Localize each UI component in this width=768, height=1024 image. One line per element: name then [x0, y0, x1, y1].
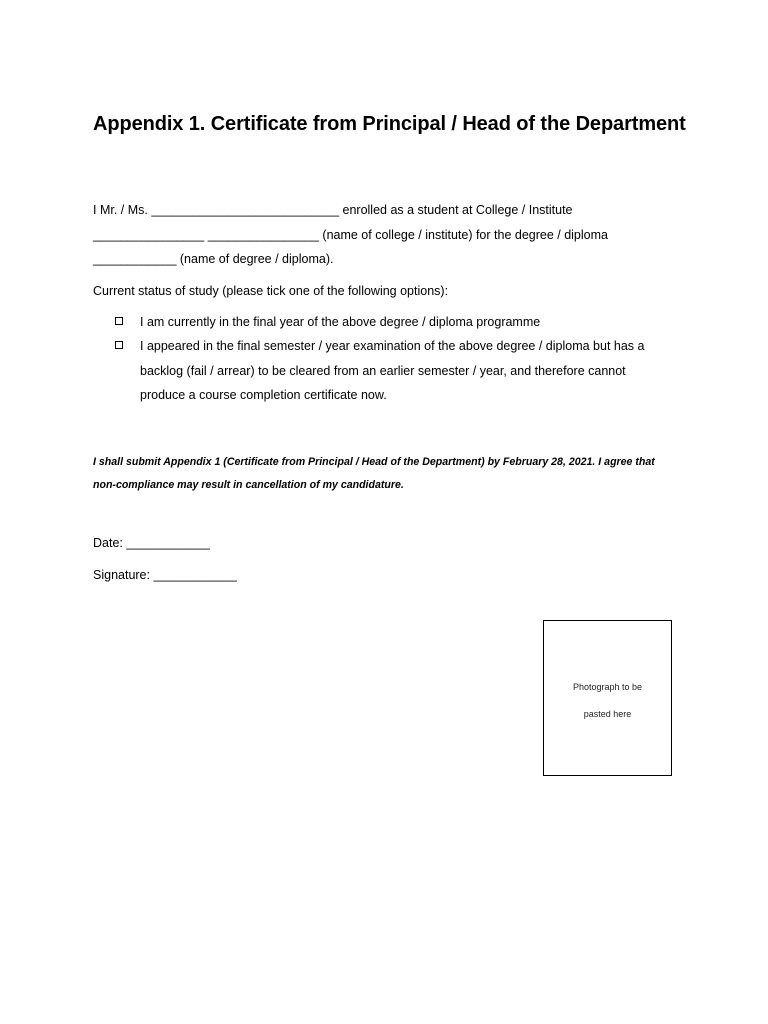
final-year-option-label: I am currently in the final year of the above degree / diploma programme [140, 315, 541, 329]
photograph-instruction: Photograph to be pasted here [572, 682, 643, 719]
student-details-paragraph: I Mr. / Ms. ___________________________ enrolled as a student at College / Institute ________________ ________________ (name of college / institute) for the degree / diploma ____________ (name of degree / diploma). [93, 203, 608, 266]
date-field: Date: ____________ [93, 536, 210, 550]
status-option-final-year [113, 310, 673, 334]
signature-field: Signature: ____________ [93, 568, 237, 582]
backlog-option-label: I appeared in the final semester / year examination of the above degree / diploma but has a backlog (fail / arrear) to be cleared from an earlier semester / year, and therefore cannot produce a course completion certificate now. [140, 339, 645, 402]
photograph-box [543, 620, 672, 776]
study-status-prompt: Current status of study (please tick one of the following options): [93, 284, 449, 298]
final-year-checkbox[interactable] [115, 317, 123, 325]
submission-declaration: I shall submit Appendix 1 (Certificate from Principal / Head of the Department) by February 28, 2021. I agree that non-compliance may result in cancellation of my candidature. [93, 456, 655, 491]
backlog-checkbox[interactable] [115, 341, 123, 349]
study-status-options [113, 310, 673, 407]
document-title: Appendix 1. Certificate from Principal / Head of the Department [93, 113, 686, 135]
status-option-backlog [113, 334, 673, 407]
